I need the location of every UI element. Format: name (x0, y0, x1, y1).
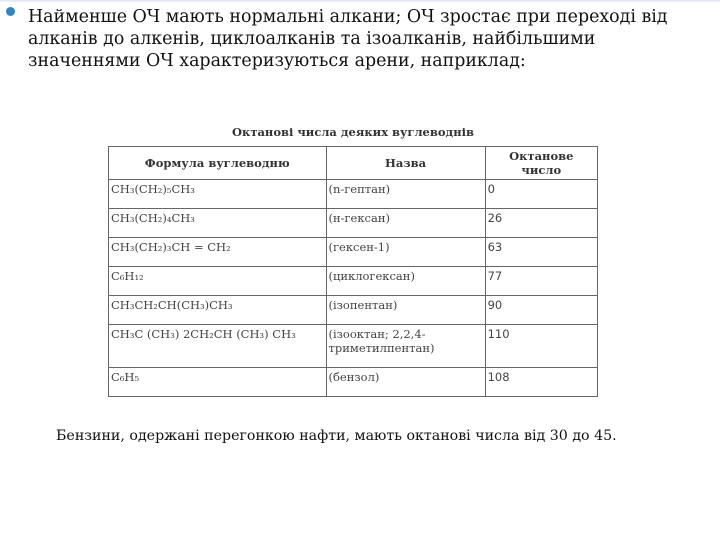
cell-formula: CH₃(CH₂)₅CH₃ (109, 180, 327, 209)
table-row (109, 209, 598, 238)
header-formula: Формула вуглеводню (109, 147, 327, 180)
header-octane: Октанове число (485, 147, 597, 180)
header-name: Назва (326, 147, 485, 180)
footer-text: Бензини, одержані перегонкою нафти, мають октанові числа від 30 до 45. (56, 428, 617, 444)
table-row (109, 325, 598, 368)
octane-table (108, 146, 598, 397)
cell-octane: 77 (485, 267, 597, 296)
top-rule (0, 0, 720, 3)
cell-name: (циклогексан) (326, 267, 485, 296)
cell-octane: 26 (485, 209, 597, 238)
cell-octane: 0 (485, 180, 597, 209)
table-row (109, 368, 598, 397)
cell-octane: 110 (485, 325, 597, 368)
cell-octane: 63 (485, 238, 597, 267)
cell-octane: 90 (485, 296, 597, 325)
cell-name: (n-гептан) (326, 180, 485, 209)
cell-formula: CH₃CH₂CH(CH₃)CH₃ (109, 296, 327, 325)
table-row (109, 267, 598, 296)
cell-name: (ізооктан; 2,2,4-триметилпентан) (326, 325, 485, 368)
cell-name: (бензол) (326, 368, 485, 397)
cell-formula: C₆H₁₂ (109, 267, 327, 296)
cell-name: (гексен-1) (326, 238, 485, 267)
cell-formula: C₆H₅ (109, 368, 327, 397)
table-header-row (109, 147, 598, 180)
table-row (109, 180, 598, 209)
cell-name: (ізопентан) (326, 296, 485, 325)
cell-formula: CH₃C (CH₃) 2CH₂CH (CH₃) CH₃ (109, 325, 327, 368)
bullet-text: Найменше ОЧ мають нормальні алкани; ОЧ зростає при переході від алканів до алкенів, циклоалканів та ізоалканів, найбільшими значеннями ОЧ характеризуються арени, наприклад: (28, 7, 668, 71)
table-row (109, 296, 598, 325)
table-row (109, 238, 598, 267)
table-title: Октанові числа деяких вуглеводнів (232, 125, 474, 139)
cell-formula: CH₃(CH₂)₄CH₃ (109, 209, 327, 238)
cell-formula: CH₃(CH₂)₃CH = CH₂ (109, 238, 327, 267)
cell-octane: 108 (485, 368, 597, 397)
cell-name: (н-гексан) (326, 209, 485, 238)
